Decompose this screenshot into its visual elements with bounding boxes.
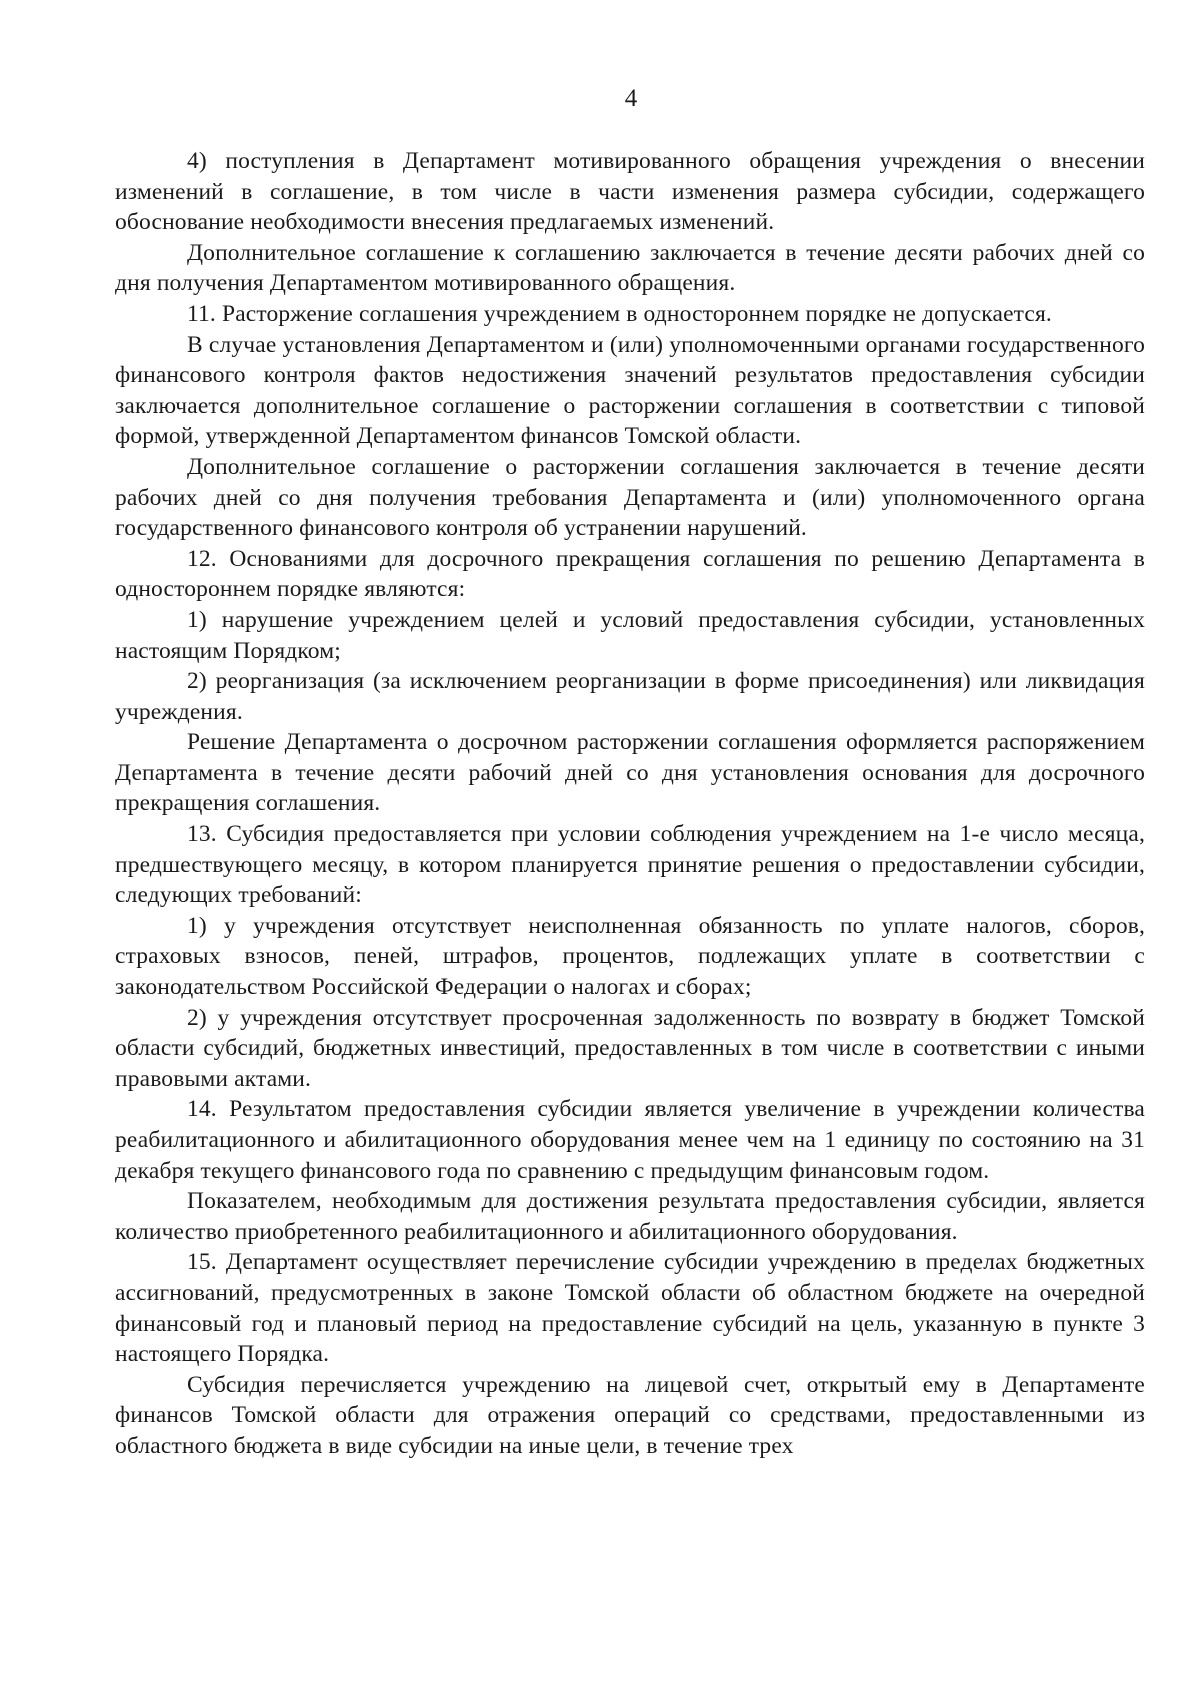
paragraph: 15. Департамент осуществляет перечисление субсидии учреждению в пределах бюджетных ассигнований, предусмотренных в законе Томской области об областном бюджете на очередной финансовый год и плановый период на предоставление субсидий на цель, указанную в пункте 3 настоящего Порядка. xyxy=(115,1249,1145,1368)
paragraph: 2) реорганизация (за исключением реорганизации в форме присоединения) или ликвидация учреждения. xyxy=(115,668,1145,725)
paragraph: Показателем, необходимым для достижения результата предоставления субсидии, является количество приобретенного реабилитационного и абилитационного оборудования. xyxy=(115,1188,1145,1245)
paragraph: В случае установления Департаментом и (или) уполномоченными органами государственного финансового контроля фактов недостижения значений результатов предоставления субсидии заключается дополнительное соглашение о расторжении соглашения в соответствии с типовой формой, утвержденной Департаментом финансов Томской области. xyxy=(115,331,1145,450)
paragraph: 12. Основаниями для досрочного прекращения соглашения по решению Департамента в одностороннем порядке являются: xyxy=(115,545,1145,603)
paragraph: 1) нарушение учреждением целей и условий предоставления субсидии, установленных настоящим Порядком; xyxy=(115,606,1145,664)
paragraph: 2) у учреждения отсутствует просроченная задолженность по возврату в бюджет Томской области субсидий, бюджетных инвестиций, предоставленных в том числе в соответствии с иными правовыми актами. xyxy=(115,1004,1145,1092)
paragraph: 11. Расторжение соглашения учреждением в одностороннем порядке не допускается. xyxy=(187,300,1052,327)
paragraph: Дополнительное соглашение к соглашению заключается в течение десяти рабочих дней со дня получения Департаментом мотивированного обращения. xyxy=(115,239,1145,297)
paragraph: Решение Департамента о досрочном расторжении соглашения оформляется распоряжением Департамента в течение десяти рабочий дней со дня установления основания для досрочного прекращения соглашения. xyxy=(115,729,1145,817)
page-number: 4 xyxy=(624,85,638,112)
paragraph: 1) у учреждения отсутствует неисполненная обязанность по уплате налогов, сборов, страховых взносов, пеней, штрафов, процентов, подлежащих уплате в соответствии с законодательством Российской Федерации о налогах и сборах; xyxy=(115,912,1145,1001)
paragraph: 4) поступления в Департамент мотивированного обращения учреждения о внесении изменений в соглашение, в том числе в части изменения размера субсидии, содержащего обоснование необходимости внесения предлагаемых изменений. xyxy=(115,148,1145,236)
paragraph: Субсидия перечисляется учреждению на лицевой счет, открытый ему в Департаменте финансов Томской области для отражения операций со средствами, предоставленными из областного бюджета в виде субсидии на иные цели, в течение трех xyxy=(115,1371,1145,1459)
document-body xyxy=(115,146,1145,1462)
paragraph: 14. Результатом предоставления субсидии является увеличение в учреждении количества реабилитационного и абилитационного оборудования менее чем на 1 единицу по состоянию на 31 декабря текущего финансового года по сравнению с предыдущим финансовым годом. xyxy=(115,1096,1145,1184)
paragraph: Дополнительное соглашение о расторжении соглашения заключается в течение десяти рабочих дней со дня получения требования Департамента и (или) уполномоченного органа государственного финансового контроля об устранении нарушений. xyxy=(115,453,1145,542)
paragraph: 13. Субсидия предоставляется при условии соблюдения учреждением на 1-е число месяца, предшествующего месяцу, в котором планируется принятие решения о предоставлении субсидии, следующих требований: xyxy=(115,821,1145,909)
